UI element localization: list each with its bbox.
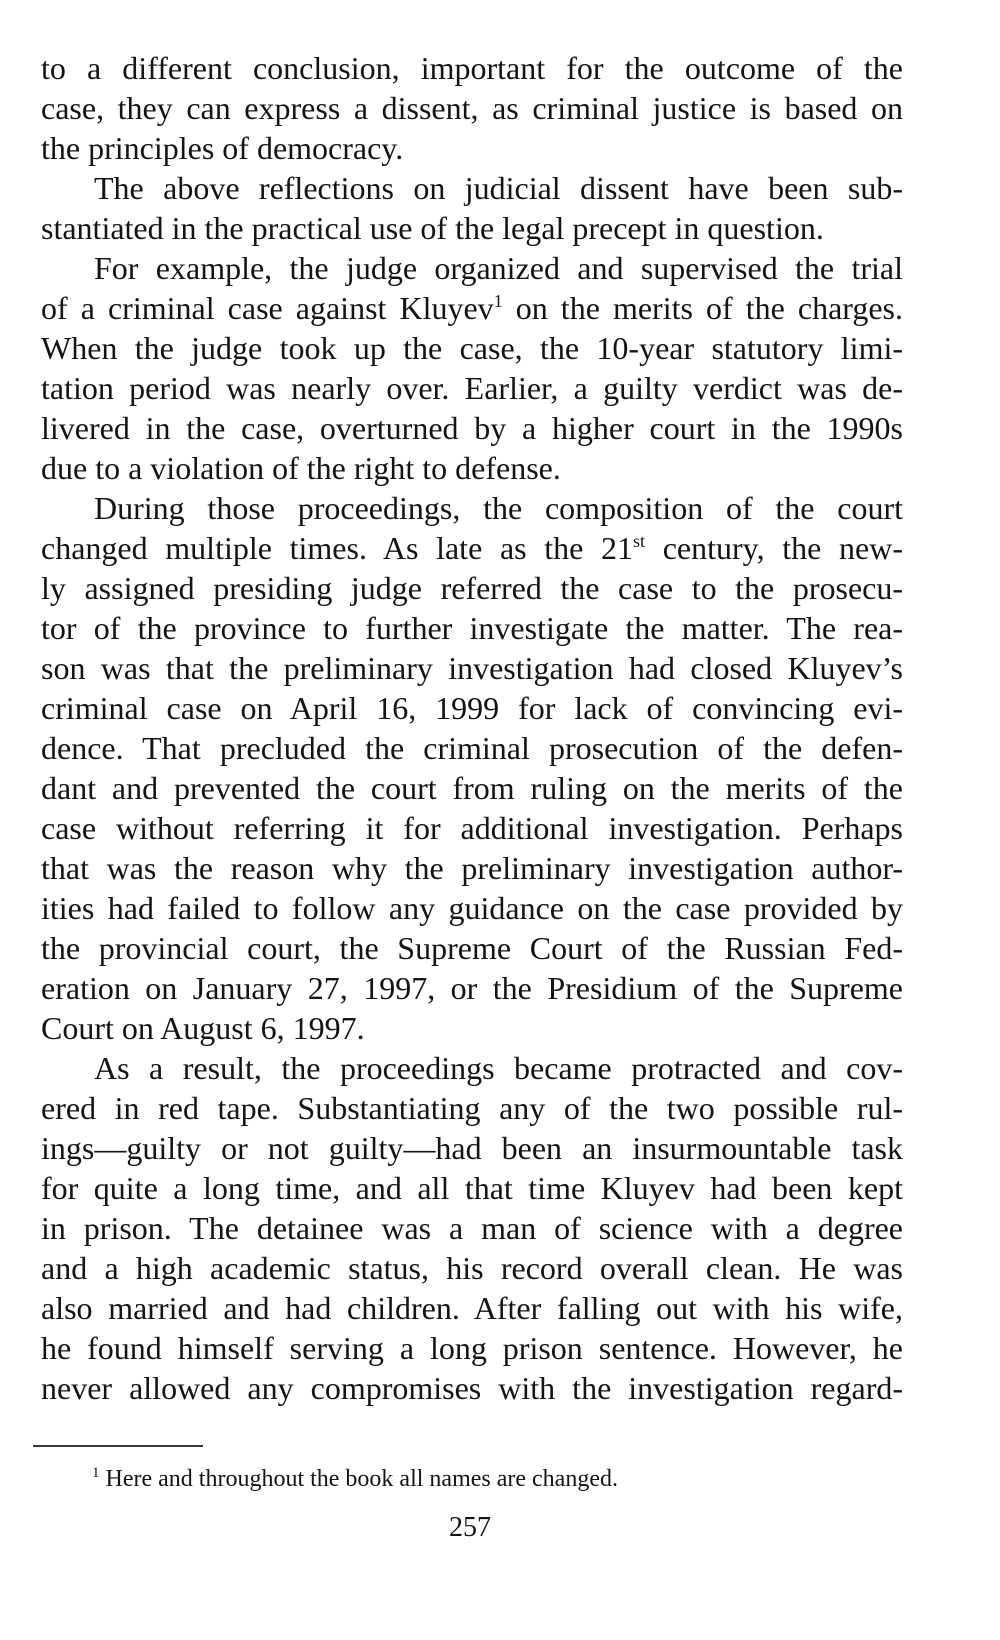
text-line: During those proceedings, the composition of the court — [94, 490, 903, 526]
text-line: ered in red tape. Substantiating any of the two possible rul- — [41, 1090, 903, 1126]
ordinal-suffix: st — [633, 531, 646, 551]
text-line — [41, 528, 903, 568]
text-line: ly assigned presiding judge referred the case to the prosecu- — [41, 570, 903, 606]
footnote-text: Here and throughout the book all names are changed. — [105, 1466, 618, 1492]
text-line: For example, the judge organized and supervised the trial — [94, 250, 903, 286]
text-line: and a high academic status, his record overall clean. He was — [41, 1250, 903, 1286]
body-text — [41, 48, 903, 1408]
text-segment: of a criminal case against Kluyev — [41, 290, 494, 326]
text-line: tation period was nearly over. Earlier, a guilty verdict was de- — [41, 370, 903, 406]
text-line: also married and had children. After falling out with his wife, — [41, 1290, 903, 1326]
text-line: Court on August 6, 1997. — [41, 1010, 365, 1046]
text-line: tor of the province to further investigate the matter. The rea- — [41, 610, 903, 646]
text-line: dence. That precluded the criminal prosecution of the defen- — [41, 730, 903, 766]
text-line: ities had failed to follow any guidance on the case provided by — [41, 890, 903, 926]
text-line: stantiated in the practical use of the legal precept in question. — [41, 210, 824, 246]
text-line: the principles of democracy. — [41, 130, 404, 166]
text-segment: on the merits of the charges. — [515, 290, 904, 326]
text-line: son was that the preliminary investigation had closed Kluyev’s — [41, 650, 903, 686]
text-line: ings—guilty or not guilty—had been an insurmountable task — [41, 1130, 903, 1166]
footnote-reference: 1 — [493, 291, 503, 311]
text-segment: changed multiple times. As late as the 21 — [41, 530, 634, 566]
text-segment: century, the new- — [662, 530, 903, 566]
text-line: The above reflections on judicial dissent have been sub- — [94, 170, 903, 206]
text-line: case without referring it for additional investigation. Perhaps — [41, 810, 903, 846]
text-line: due to a violation of the right to defense. — [41, 450, 561, 486]
text-line: never allowed any compromises with the investigation regard- — [41, 1370, 903, 1406]
text-line — [41, 288, 903, 328]
text-line: for quite a long time, and all that time Kluyev had been kept — [41, 1170, 903, 1206]
text-line: the provincial court, the Supreme Court of the Russian Fed- — [41, 930, 903, 966]
text-line: that was the reason why the preliminary investigation author- — [41, 850, 903, 886]
text-line: livered in the case, overturned by a higher court in the 1990s — [41, 410, 903, 446]
text-line: eration on January 27, 1997, or the Presidium of the Supreme — [41, 970, 903, 1006]
text-line: criminal case on April 16, 1999 for lack of convincing evi- — [41, 690, 903, 726]
footnote-divider — [33, 1445, 203, 1447]
page-number: 257 — [449, 1512, 491, 1543]
footnote-number: 1 — [92, 1465, 100, 1481]
text-line: to a different conclusion, important for the outcome of the — [41, 50, 903, 86]
text-line: in prison. The detainee was a man of science with a degree — [41, 1210, 903, 1246]
text-line: case, they can express a dissent, as criminal justice is based on — [41, 90, 903, 126]
text-line: dant and prevented the court from ruling on the merits of the — [41, 770, 903, 806]
text-line: When the judge took up the case, the 10-year statutory limi- — [41, 330, 903, 366]
text-line: As a result, the proceedings became protracted and cov- — [94, 1050, 903, 1086]
text-line: he found himself serving a long prison sentence. However, he — [41, 1330, 903, 1366]
footnote — [92, 1463, 618, 1495]
